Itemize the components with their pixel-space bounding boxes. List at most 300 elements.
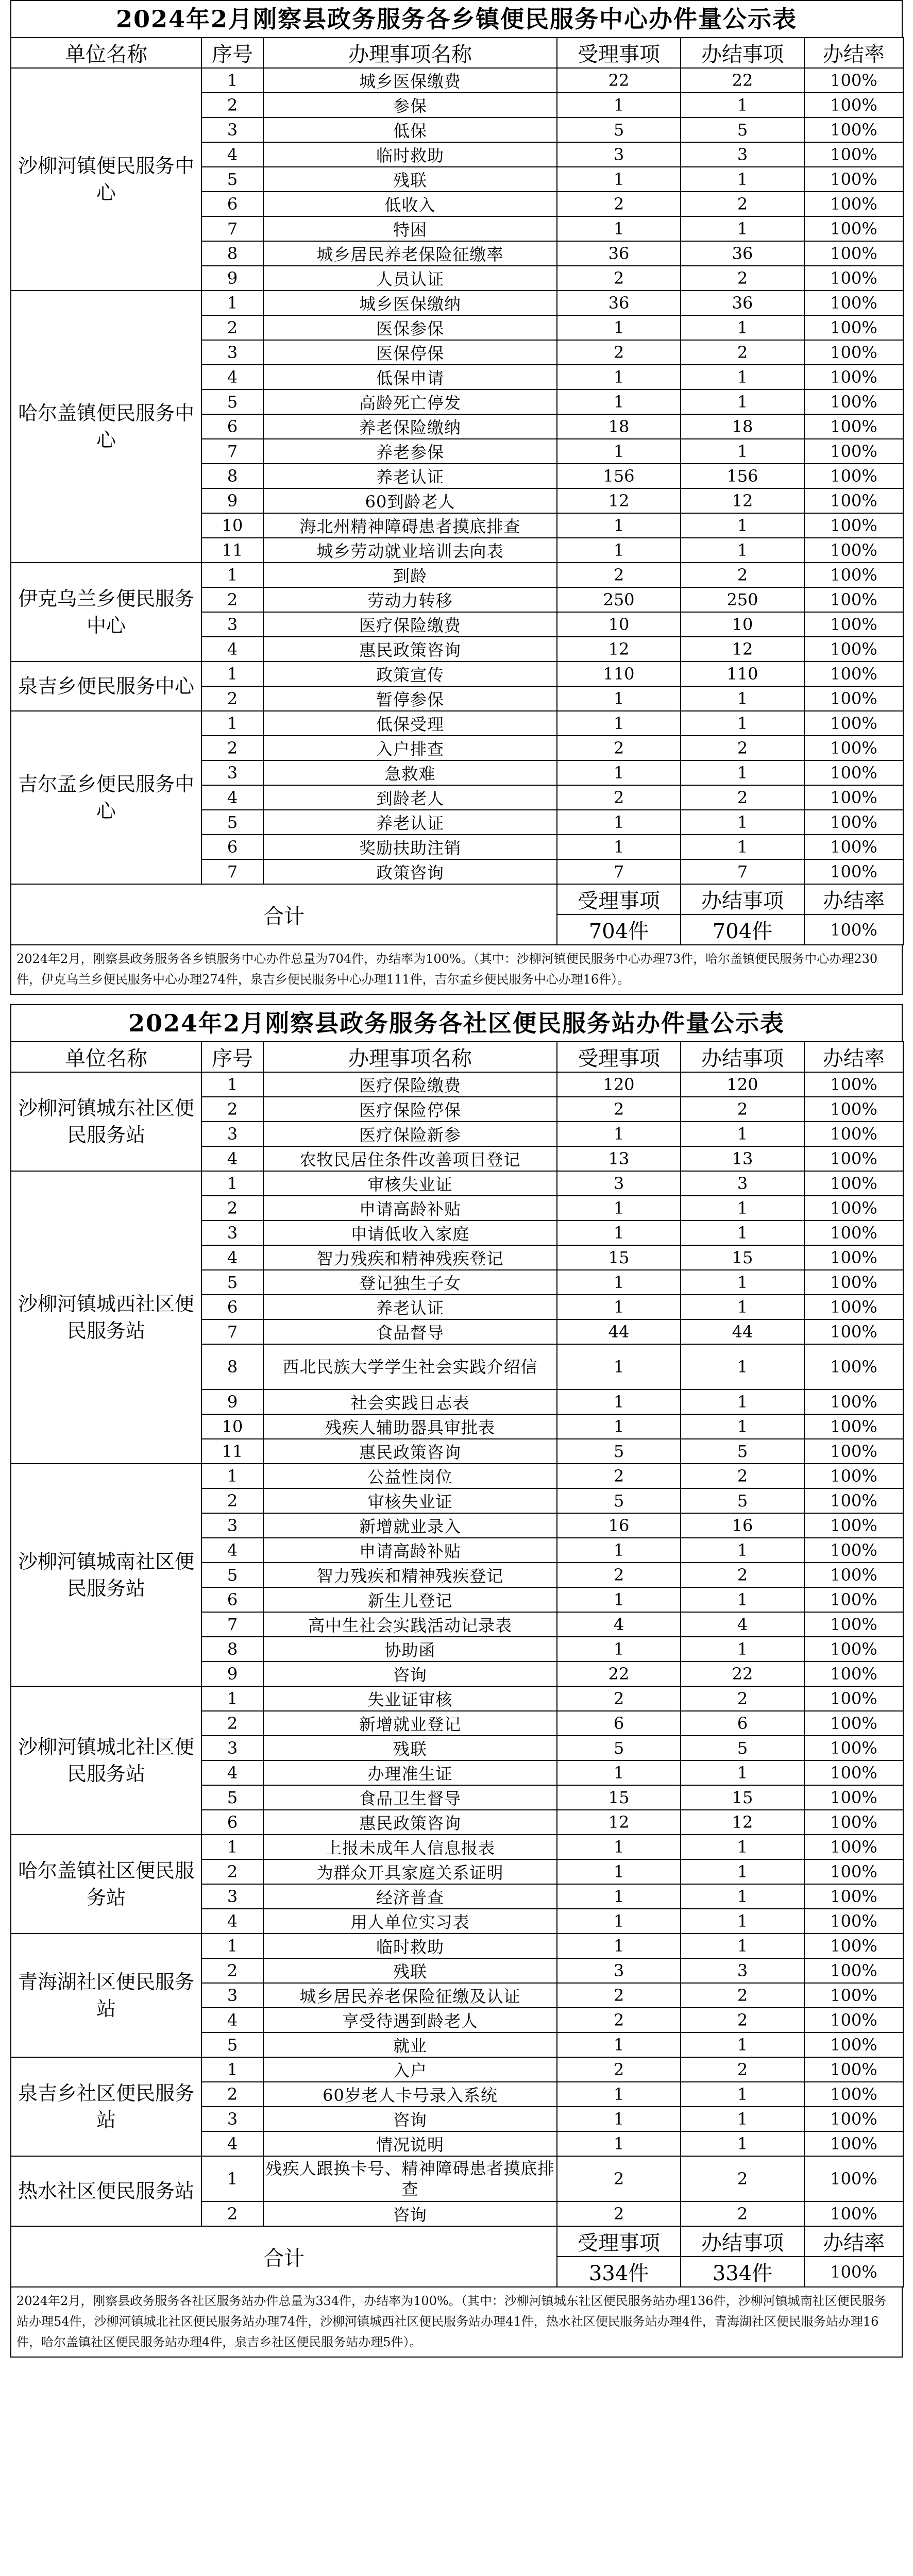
section2-table [10,1041,904,2287]
completion-rate: 100% [804,2201,903,2226]
item-name: 暂停参保 [263,686,557,711]
row-index: 3 [201,1221,263,1245]
accepted-count: 12 [557,637,681,662]
completion-rate: 100% [804,1295,903,1319]
completion-rate: 100% [804,266,903,291]
accepted-count: 2 [557,2201,681,2226]
section1-body [11,68,903,884]
row-index: 2 [201,315,263,340]
row-index: 6 [201,192,263,216]
item-name: 劳动力转移 [263,587,557,612]
table-row [11,1464,903,1488]
accepted-count: 13 [557,1146,681,1171]
completion-rate: 100% [804,1513,903,1538]
completed-count: 1 [681,93,804,117]
total-rate-label: 办结率 [804,884,903,914]
item-name: 登记独生子女 [263,1270,557,1295]
completed-count: 7 [681,859,804,884]
accepted-count: 5 [557,117,681,142]
unit-name: 沙柳河镇城北社区便民服务站 [11,1686,201,1835]
item-name: 惠民政策咨询 [263,637,557,662]
accepted-count: 3 [557,142,681,167]
completed-count: 2 [681,2201,804,2226]
completed-count: 1 [681,686,804,711]
completed-count: 1 [681,760,804,785]
accepted-count: 1 [557,1389,681,1414]
completed-count: 2 [681,1097,804,1122]
completed-count: 1 [681,1389,804,1414]
header-completed: 办结事项 [681,1042,804,1072]
completion-rate: 100% [804,1612,903,1637]
row-index: 10 [201,513,263,538]
accepted-count: 1 [557,711,681,736]
row-index: 5 [201,2032,263,2057]
accepted-count: 1 [557,1587,681,1612]
item-name: 养老认证 [263,464,557,488]
total-accepted-label: 受理事项 [557,884,681,914]
completion-rate: 100% [804,2131,903,2156]
item-name: 城乡劳动就业培训去向表 [263,538,557,563]
item-name: 残疾人跟换卡号、精神障碍患者摸底排查 [263,2156,557,2201]
completed-count: 1 [681,1295,804,1319]
total-rate-label: 办结率 [804,2226,903,2257]
item-name: 到龄老人 [263,785,557,810]
item-name: 政策咨询 [263,859,557,884]
row-index: 4 [201,2008,263,2032]
accepted-count: 1 [557,835,681,859]
row-index: 5 [201,1270,263,1295]
row-index: 4 [201,637,263,662]
item-name: 城乡居民养老保险征缴及认证 [263,1983,557,2008]
item-name: 医疗保险停保 [263,1097,557,1122]
completed-count: 1 [681,315,804,340]
row-index: 4 [201,1760,263,1785]
item-name: 医疗保险缴费 [263,1072,557,1097]
accepted-count: 1 [557,1295,681,1319]
row-index: 7 [201,439,263,464]
completed-count: 4 [681,1612,804,1637]
row-index: 3 [201,340,263,365]
accepted-count: 18 [557,414,681,439]
row-index: 4 [201,142,263,167]
section2-body [11,1072,903,2226]
row-index: 9 [201,266,263,291]
completed-count: 1 [681,1538,804,1563]
item-name: 智力残疾和精神残疾登记 [263,1245,557,1270]
accepted-count: 1 [557,1760,681,1785]
unit-name: 伊克乌兰乡便民服务中心 [11,563,201,662]
item-name: 咨询 [263,2107,557,2131]
accepted-count: 44 [557,1319,681,1344]
completion-rate: 100% [804,1637,903,1662]
item-name: 残联 [263,1958,557,1983]
header-index: 序号 [201,38,263,68]
item-name: 临时救助 [263,142,557,167]
row-index: 6 [201,1810,263,1835]
item-name: 低保 [263,117,557,142]
completion-rate: 100% [804,1810,903,1835]
completion-rate: 100% [804,414,903,439]
row-index: 3 [201,1983,263,2008]
accepted-count: 1 [557,513,681,538]
accepted-count: 1 [557,93,681,117]
completion-rate: 100% [804,389,903,414]
completed-count: 16 [681,1513,804,1538]
completion-rate: 100% [804,662,903,686]
header-item: 办理事项名称 [263,38,557,68]
accepted-count: 1 [557,1122,681,1146]
row-index: 3 [201,1122,263,1146]
unit-name: 哈尔盖镇便民服务中心 [11,291,201,563]
item-name: 残疾人辅助器具审批表 [263,1414,557,1439]
unit-name: 青海湖社区便民服务站 [11,1934,201,2057]
accepted-count: 2 [557,266,681,291]
total-accepted-value: 704件 [557,914,681,945]
item-name: 医疗保险新参 [263,1122,557,1146]
completed-count: 22 [681,68,804,93]
item-name: 就业 [263,2032,557,2057]
accepted-count: 5 [557,1736,681,1760]
row-index: 8 [201,241,263,266]
item-name: 入户排查 [263,736,557,760]
completed-count: 1 [681,1637,804,1662]
unit-name: 泉吉乡便民服务中心 [11,662,201,711]
row-index: 7 [201,859,263,884]
completion-rate: 100% [804,1934,903,1958]
completion-rate: 100% [804,859,903,884]
item-name: 新增就业录入 [263,1513,557,1538]
accepted-count: 12 [557,488,681,513]
row-index: 2 [201,736,263,760]
accepted-count: 1 [557,1909,681,1934]
completed-count: 44 [681,1319,804,1344]
completed-count: 110 [681,662,804,686]
completion-rate: 100% [804,1146,903,1171]
row-index: 1 [201,2156,263,2201]
completion-rate: 100% [804,1835,903,1859]
completion-rate: 100% [804,2008,903,2032]
completion-rate: 100% [804,1909,903,1934]
item-name: 低保受理 [263,711,557,736]
completed-count: 1 [681,513,804,538]
completed-count: 120 [681,1072,804,1097]
accepted-count: 5 [557,1488,681,1513]
completion-rate: 100% [804,1319,903,1344]
accepted-count: 110 [557,662,681,686]
completed-count: 12 [681,637,804,662]
item-name: 经济普查 [263,1884,557,1909]
completion-rate: 100% [804,117,903,142]
item-name: 申请高龄补贴 [263,1538,557,1563]
row-index: 11 [201,538,263,563]
accepted-count: 1 [557,2131,681,2156]
row-index: 6 [201,414,263,439]
table-row [11,711,903,736]
completed-count: 3 [681,1171,804,1196]
completion-rate: 100% [804,365,903,389]
section1-title: 2024年2月刚察县政务服务各乡镇便民服务中心办件量公示表 [10,0,903,37]
item-name: 入户 [263,2057,557,2082]
item-name: 食品卫生督导 [263,1785,557,1810]
completed-count: 2 [681,563,804,587]
row-index: 4 [201,2131,263,2156]
accepted-count: 2 [557,736,681,760]
completion-rate: 100% [804,2057,903,2082]
completed-count: 36 [681,291,804,315]
accepted-count: 1 [557,216,681,241]
completion-rate: 100% [804,612,903,637]
item-name: 申请低收入家庭 [263,1221,557,1245]
completion-rate: 100% [804,1389,903,1414]
item-name: 为群众开具家庭关系证明 [263,1859,557,1884]
completion-rate: 100% [804,1122,903,1146]
completion-rate: 100% [804,2082,903,2107]
header-item: 办理事项名称 [263,1042,557,1072]
row-index: 5 [201,1563,263,1587]
unit-name: 热水社区便民服务站 [11,2156,201,2226]
section1-note: 2024年2月，刚察县政务服务各乡镇服务中心办件总量为704件，办结率为100%。（其中：沙柳河镇便民服务中心办理73件，哈尔盖镇便民服务中心办理230件，伊克乌兰乡便民服务中心办理274件，泉吉乡便民服务中心办理111件，吉尔孟乡便民服务中心办理16件）。 [10,945,903,995]
row-index: 2 [201,1097,263,1122]
accepted-count: 1 [557,1835,681,1859]
completed-count: 1 [681,1835,804,1859]
item-name: 医保停保 [263,340,557,365]
completion-rate: 100% [804,340,903,365]
completed-count: 1 [681,2082,804,2107]
accepted-count: 1 [557,2032,681,2057]
row-index: 2 [201,587,263,612]
row-index: 6 [201,1587,263,1612]
completion-rate: 100% [804,1097,903,1122]
row-index: 2 [201,93,263,117]
completion-rate: 100% [804,1488,903,1513]
completion-rate: 100% [804,637,903,662]
completed-count: 12 [681,488,804,513]
completed-count: 2 [681,1563,804,1587]
row-index: 2 [201,1711,263,1736]
table-row [11,2057,903,2082]
row-index: 3 [201,2107,263,2131]
completed-count: 1 [681,389,804,414]
completion-rate: 100% [804,711,903,736]
accepted-count: 6 [557,1711,681,1736]
completion-rate: 100% [804,563,903,587]
row-index: 2 [201,1488,263,1513]
item-name: 农牧民居住条件改善项目登记 [263,1146,557,1171]
completion-rate: 100% [804,1538,903,1563]
total-completed-value: 704件 [681,914,804,945]
item-name: 养老认证 [263,810,557,835]
completion-rate: 100% [804,1439,903,1464]
completion-rate: 100% [804,142,903,167]
completed-count: 6 [681,1711,804,1736]
completion-rate: 100% [804,192,903,216]
completion-rate: 100% [804,1859,903,1884]
accepted-count: 156 [557,464,681,488]
row-index: 1 [201,1686,263,1711]
unit-name: 泉吉乡社区便民服务站 [11,2057,201,2156]
completed-count: 5 [681,117,804,142]
item-name: 申请高龄补贴 [263,1196,557,1221]
completed-count: 2 [681,1686,804,1711]
row-index: 7 [201,1319,263,1344]
header-unit: 单位名称 [11,38,201,68]
accepted-count: 2 [557,785,681,810]
unit-name: 哈尔盖镇社区便民服务站 [11,1835,201,1934]
row-index: 1 [201,1464,263,1488]
row-index: 5 [201,1785,263,1810]
item-name: 特困 [263,216,557,241]
completion-rate: 100% [804,1171,903,1196]
accepted-count: 1 [557,1270,681,1295]
completion-rate: 100% [804,1686,903,1711]
completed-count: 2 [681,736,804,760]
item-name: 养老参保 [263,439,557,464]
table-row [11,1072,903,1097]
row-index: 1 [201,711,263,736]
row-index: 3 [201,117,263,142]
item-name: 咨询 [263,2201,557,2226]
row-index: 1 [201,68,263,93]
row-index: 6 [201,835,263,859]
row-index: 3 [201,612,263,637]
completion-rate: 100% [804,538,903,563]
completed-count: 1 [681,810,804,835]
accepted-count: 2 [557,1686,681,1711]
completed-count: 1 [681,216,804,241]
row-index: 5 [201,810,263,835]
completed-count: 1 [681,2131,804,2156]
completed-count: 2 [681,266,804,291]
accepted-count: 1 [557,1196,681,1221]
item-name: 奖励扶助注销 [263,835,557,859]
accepted-count: 3 [557,1958,681,1983]
unit-name: 沙柳河镇城东社区便民服务站 [11,1072,201,1171]
row-index: 1 [201,291,263,315]
completed-count: 1 [681,1587,804,1612]
completion-rate: 100% [804,216,903,241]
completed-count: 1 [681,1934,804,1958]
completed-count: 1 [681,1884,804,1909]
completion-rate: 100% [804,93,903,117]
row-index: 1 [201,1835,263,1859]
row-index: 5 [201,167,263,192]
table-row [11,563,903,587]
item-name: 到龄 [263,563,557,587]
accepted-count: 3 [557,1171,681,1196]
row-index: 3 [201,1884,263,1909]
unit-name: 沙柳河镇城南社区便民服务站 [11,1464,201,1686]
accepted-count: 1 [557,365,681,389]
row-index: 6 [201,1295,263,1319]
item-name: 新生儿登记 [263,1587,557,1612]
section1-header-row [11,38,903,68]
row-index: 2 [201,2201,263,2226]
accepted-count: 2 [557,1097,681,1122]
accepted-count: 1 [557,538,681,563]
completed-count: 1 [681,1414,804,1439]
completion-rate: 100% [804,1662,903,1686]
section2-header-row [11,1042,903,1072]
row-index: 1 [201,1171,263,1196]
item-name: 残联 [263,1736,557,1760]
completion-rate: 100% [804,1072,903,1097]
completed-count: 1 [681,2107,804,2131]
completion-rate: 100% [804,1983,903,2008]
completion-rate: 100% [804,1736,903,1760]
total-accepted-value: 334件 [557,2257,681,2287]
completion-rate: 100% [804,2032,903,2057]
row-index: 4 [201,365,263,389]
unit-name: 沙柳河镇城西社区便民服务站 [11,1171,201,1464]
table-row [11,1934,903,1958]
item-name: 审核失业证 [263,1488,557,1513]
table-row [11,1686,903,1711]
item-name: 上报未成年人信息报表 [263,1835,557,1859]
item-name: 城乡医保缴纳 [263,291,557,315]
row-index: 7 [201,216,263,241]
completed-count: 5 [681,1439,804,1464]
accepted-count: 1 [557,1414,681,1439]
accepted-count: 15 [557,1785,681,1810]
accepted-count: 12 [557,1810,681,1835]
accepted-count: 1 [557,810,681,835]
accepted-count: 1 [557,439,681,464]
item-name: 急救难 [263,760,557,785]
completed-count: 5 [681,1736,804,1760]
completed-count: 1 [681,1909,804,1934]
section2-note: 2024年2月，刚察县政务服务各社区服务站办件总量为334件，办结率为100%。（其中：沙柳河镇城东社区便民服务站办理136件，沙柳河镇城南社区便民服务站办理54件，沙柳河镇城北社区便民服务站办理74件，沙柳河镇城西社区便民服务站办理41件，热水社区便民服务站办理4件，青海湖社区便民服务站办理16件，哈尔盖镇社区便民服务站办理4件，泉吉乡社区便民服务站办理5件）。 [10,2287,903,2358]
item-name: 食品督导 [263,1319,557,1344]
item-name: 惠民政策咨询 [263,1810,557,1835]
completed-count: 1 [681,2032,804,2057]
row-index: 4 [201,785,263,810]
header-accepted: 受理事项 [557,1042,681,1072]
completion-rate: 100% [804,2156,903,2201]
item-name: 人员认证 [263,266,557,291]
row-index: 8 [201,1637,263,1662]
accepted-count: 2 [557,1983,681,2008]
header-rate: 办结率 [804,1042,903,1072]
accepted-count: 1 [557,1859,681,1884]
row-index: 2 [201,1859,263,1884]
completion-rate: 100% [804,785,903,810]
row-index: 4 [201,1146,263,1171]
completion-rate: 100% [804,1587,903,1612]
row-index: 1 [201,662,263,686]
table-row [11,2156,903,2201]
completed-count: 2 [681,340,804,365]
section1-table [10,37,904,945]
accepted-count: 2 [557,1464,681,1488]
item-name: 城乡居民养老保险征缴率 [263,241,557,266]
completion-rate: 100% [804,1414,903,1439]
item-name: 低收入 [263,192,557,216]
item-name: 60岁老人卡号录入系统 [263,2082,557,2107]
item-name: 情况说明 [263,2131,557,2156]
accepted-count: 2 [557,340,681,365]
accepted-count: 36 [557,241,681,266]
item-name: 残联 [263,167,557,192]
accepted-count: 1 [557,2082,681,2107]
section-gap [10,995,903,1004]
accepted-count: 22 [557,1662,681,1686]
completion-rate: 100% [804,1221,903,1245]
completion-rate: 100% [804,68,903,93]
accepted-count: 5 [557,1439,681,1464]
item-name: 用人单位实习表 [263,1909,557,1934]
completed-count: 5 [681,1488,804,1513]
table-row [11,1835,903,1859]
